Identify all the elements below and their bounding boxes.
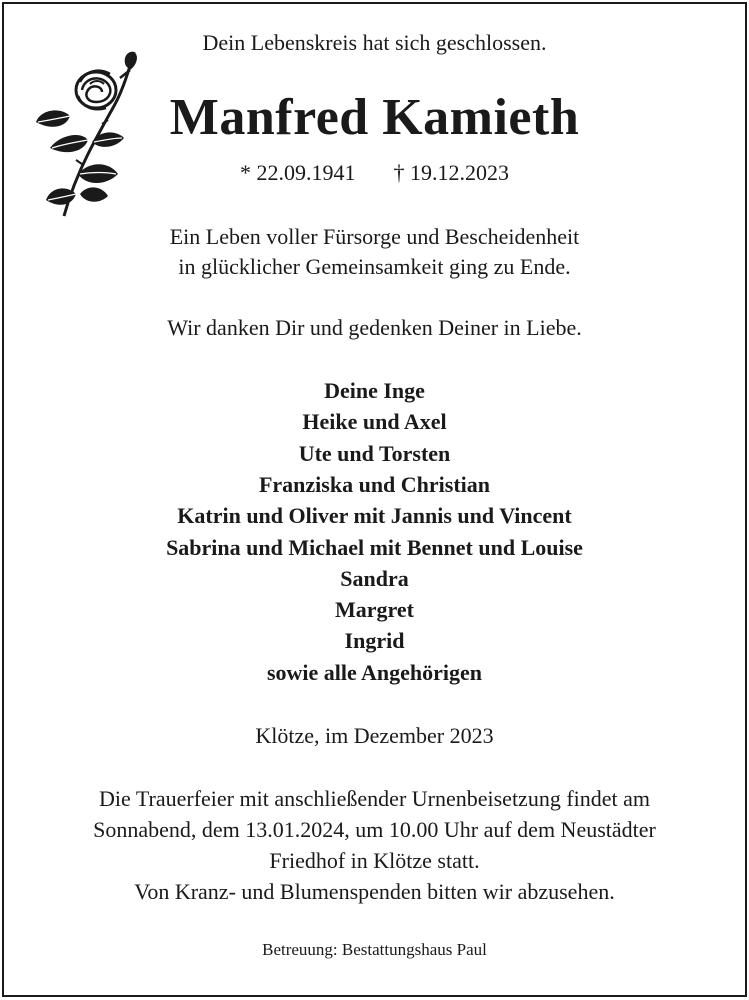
- place-and-date: Klötze, im Dezember 2023: [255, 723, 494, 748]
- family-member: Ute und Torsten: [298, 441, 451, 466]
- family-member: Ingrid: [344, 628, 405, 653]
- death-date: † 19.12.2023: [393, 160, 509, 185]
- family-member: Sandra: [340, 566, 409, 591]
- birth-date: * 22.09.1941: [240, 160, 356, 185]
- service-info-line: Die Trauerfeier mit anschließender Urnenbeisetzung findet am: [98, 786, 651, 811]
- family-member: Katrin und Oliver mit Jannis und Vincent: [177, 503, 572, 528]
- service-info-line: Von Kranz- und Blumenspenden bitten wir abzusehen.: [134, 879, 615, 904]
- verse-line: Wir danken Dir und gedenken Deiner in Liebe.: [167, 315, 582, 340]
- undertaker-credit: Betreuung: Bestattungshaus Paul: [262, 940, 487, 959]
- verse-line: in glücklicher Gemeinsamkeit ging zu Ende.: [178, 254, 571, 279]
- family-member: Margret: [335, 597, 414, 622]
- family-member: Franziska und Christian: [258, 472, 491, 497]
- family-member: Sabrina und Michael mit Bennet und Louise: [166, 535, 583, 560]
- deceased-name: Manfred Kamieth: [169, 89, 580, 146]
- family-member: Heike und Axel: [302, 409, 447, 434]
- verse-line: Ein Leben voller Fürsorge und Bescheidenheit: [169, 224, 580, 249]
- opening-line: Dein Lebenskreis hat sich geschlossen.: [202, 30, 547, 55]
- family-member: sowie alle Angehörigen: [266, 660, 483, 685]
- service-info-line: Friedhof in Klötze statt.: [269, 848, 480, 873]
- life-dates: [0, 160, 749, 186]
- family-member: Deine Inge: [324, 378, 425, 403]
- service-info-line: Sonnabend, dem 13.01.2024, um 10.00 Uhr auf dem Neustädter: [93, 817, 656, 842]
